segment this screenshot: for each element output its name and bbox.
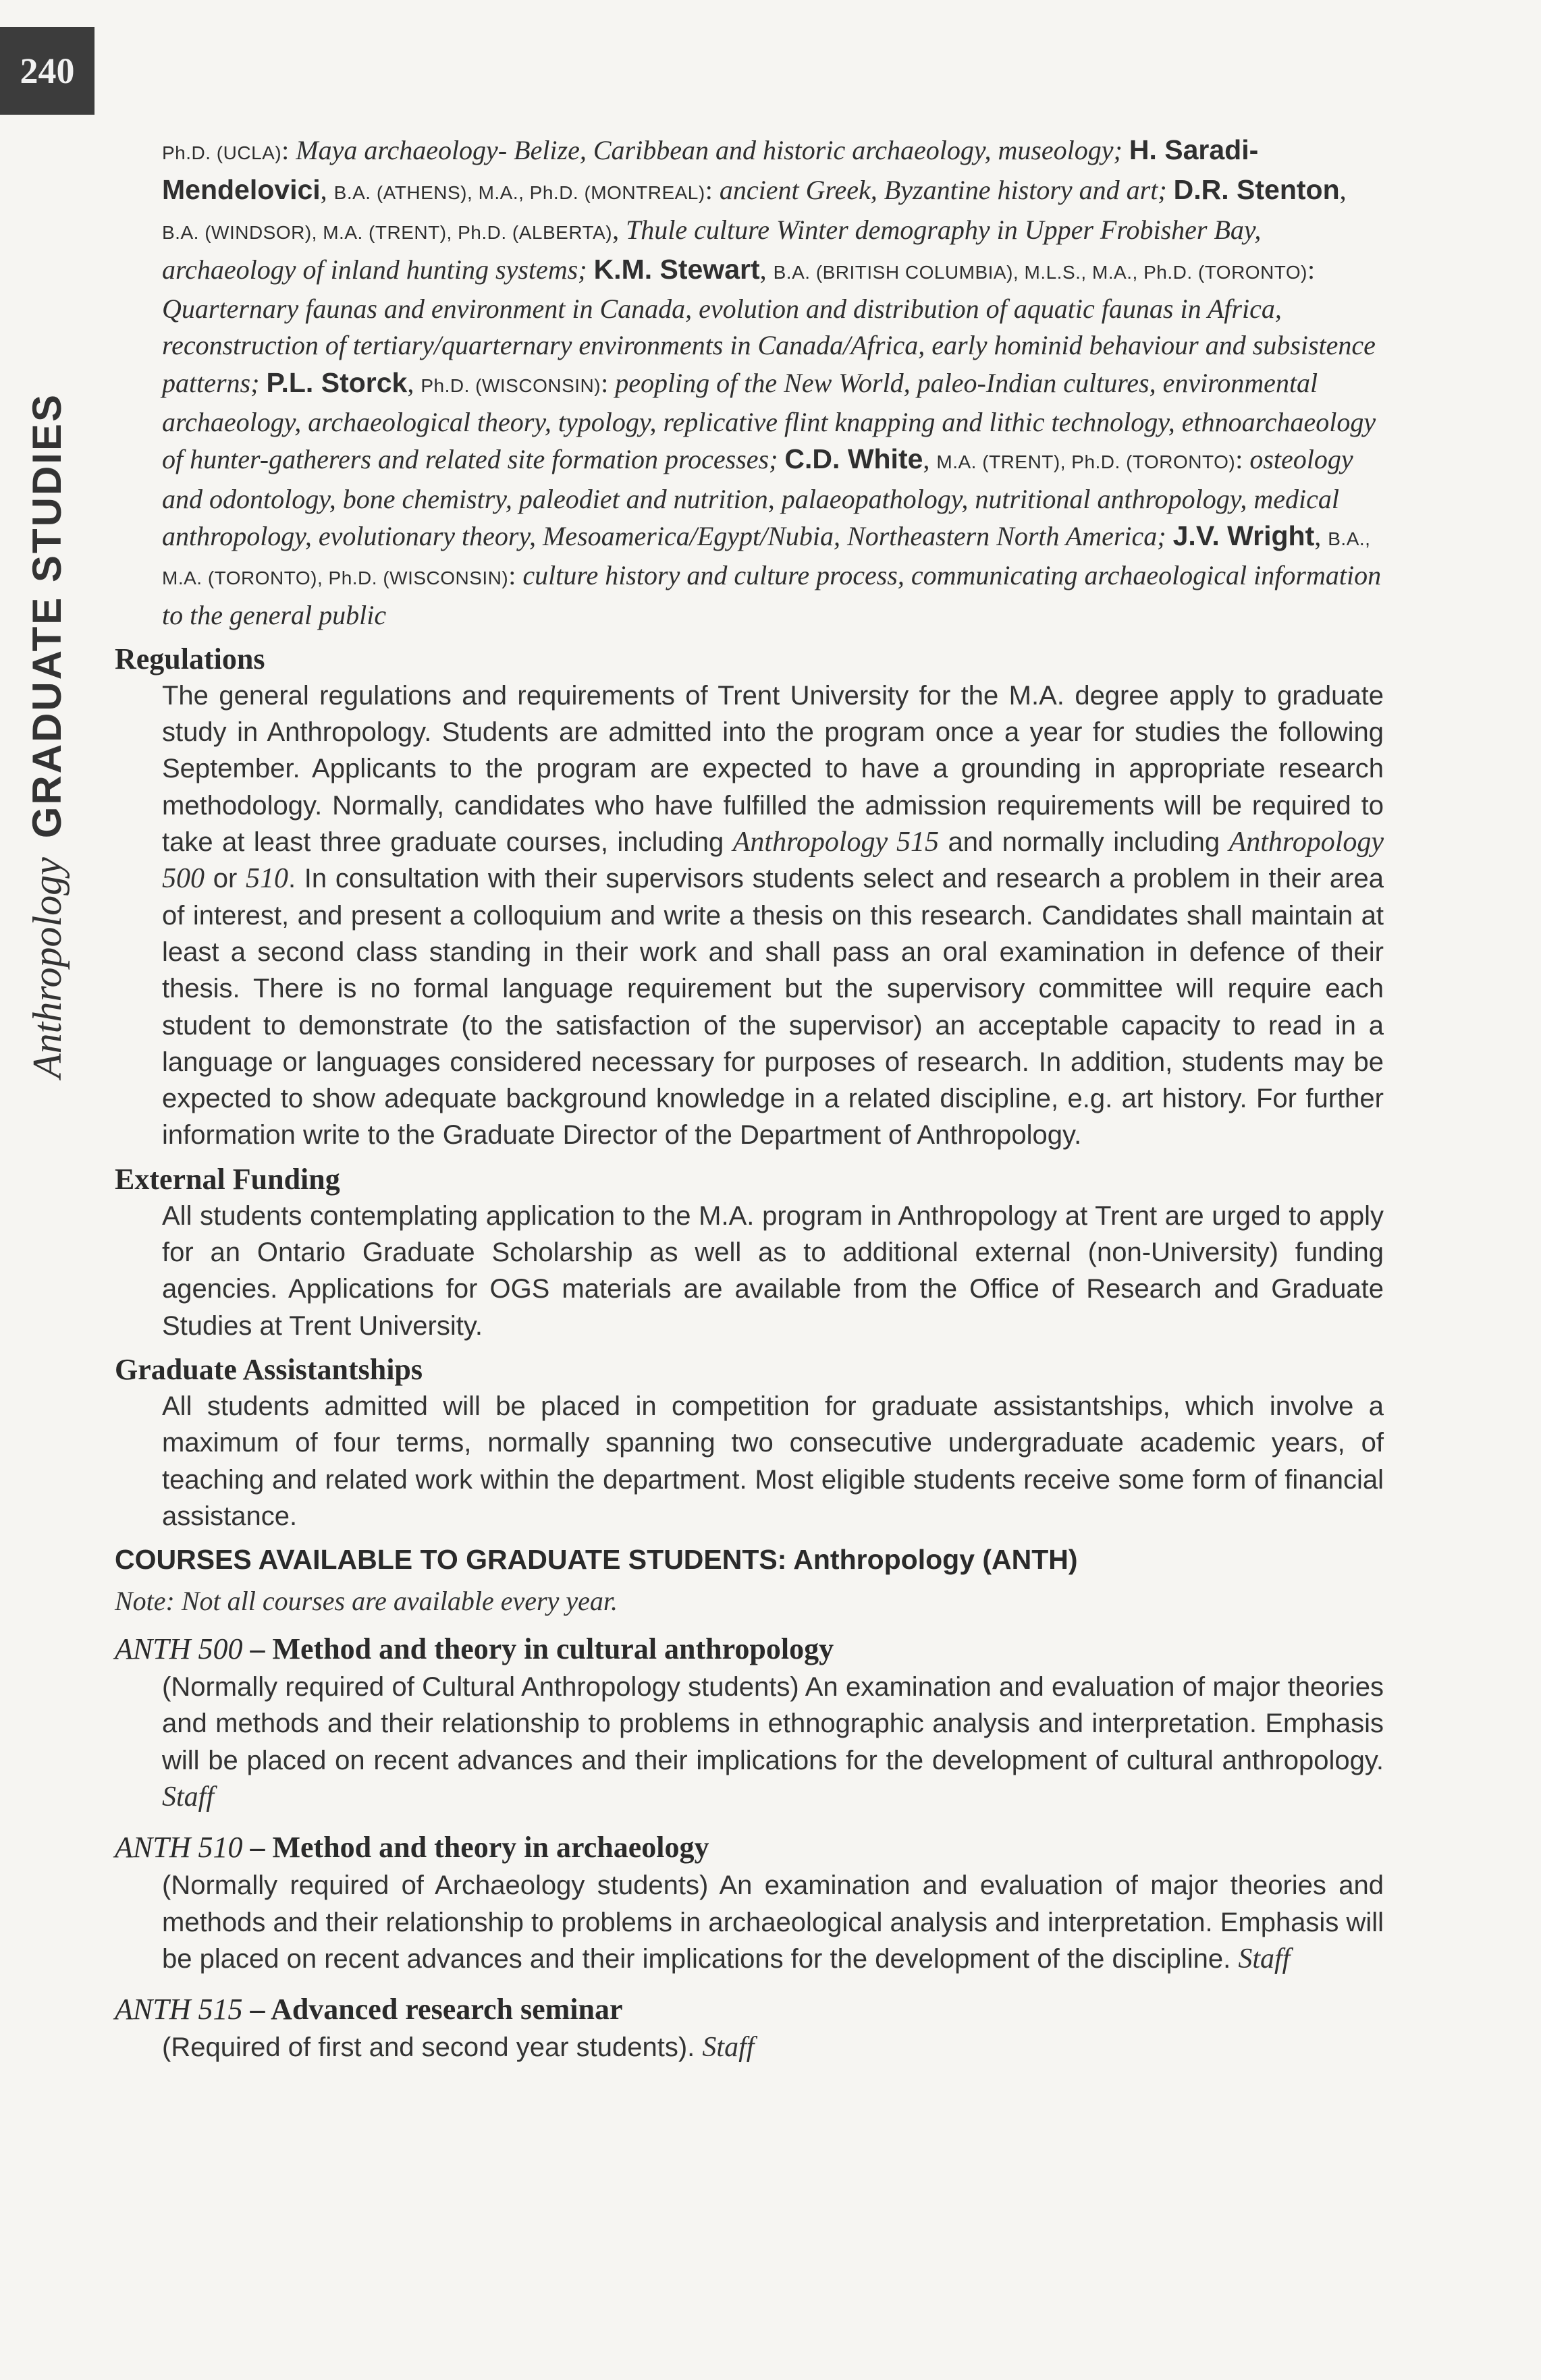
faculty-name: K.M. Stewart	[593, 253, 760, 285]
faculty-credentials: B.A. (ATHENS), M.A., Ph.D. (MONTREAL)	[333, 182, 705, 204]
faculty-credentials: Ph.D. (UCLA)	[162, 142, 282, 163]
faculty-interests: Thule culture Winter demography in Upper Frobisher Bay, archaeology of inland hunting systems;	[162, 214, 1262, 285]
external-funding-heading: External Funding	[115, 1162, 340, 1196]
courses-note: Note: Not all courses are available every year.	[115, 1586, 618, 1617]
regulations-text-part: . In consultation with their supervisors students select and research a problem in their area of interest, and present a colloquium and write a thesis on this research. Candidates shall maintain at least a second class standing in their work and shall pass an oral examination in defence of their thesis. There is no formal language requirement but the supervisory committee will require each student to demonstrate (to the satisfaction of the supervisor) an acceptable capacity to read in a language or languages considered necessary for purposes of research. In addition, students may be expected to show adequate background knowledge in a related discipline, e.g. art history. For further information write to the Graduate Director of the Department of Anthropology.	[162, 864, 1384, 1151]
faculty-list	[162, 132, 1384, 634]
page-number: 240	[0, 27, 94, 115]
course-description-text: (Required of first and second year students).	[162, 2032, 695, 2063]
running-head-department: Anthropology	[25, 857, 70, 1078]
faculty-interests: peopling of the New World, paleo-Indian cultures, environmental archaeology, archaeological theory, typology, replicative flint knapping and lithic technology, ethnoarchaeology of hunter-gatherers and related site formation processes;	[162, 367, 1376, 475]
faculty-credentials: M.A. (TRENT), Ph.D. (TORONTO)	[936, 451, 1236, 473]
faculty-name: J.V. Wright	[1172, 520, 1315, 551]
course-title: ANTH 500 – Method and theory in cultural anthropology	[115, 1632, 834, 1666]
course-code: ANTH 510	[115, 1831, 243, 1864]
faculty-credentials: Ph.D. (WISCONSIN)	[421, 375, 601, 396]
regulations-heading: Regulations	[115, 642, 265, 675]
course-reference: Anthropology 500	[162, 827, 1384, 895]
regulations-text-part: or	[205, 864, 246, 894]
faculty-name: P.L. Storck	[266, 366, 408, 398]
course-name: Advanced research seminar	[271, 1993, 623, 2026]
course-instructor: Staff	[162, 1781, 215, 1812]
course-instructor: Staff	[1238, 1943, 1291, 1974]
faculty-entry: K.M. Stewart, B.A. (BRITISH COLUMBIA), M.L.S., M.A., Ph.D. (TORONTO): Quarternary faunas and environment in Canada, evolution and distribution of aquatic faunas in Africa, reconstruction of tertiary/quarternary environments in Canada/Africa, early hominid behaviour and subsistence patterns;	[162, 253, 1376, 398]
course-title: ANTH 515 – Advanced research seminar	[115, 1993, 623, 2026]
faculty-name: C.D. White	[784, 443, 923, 475]
course-name: Method and theory in cultural anthropology	[272, 1632, 834, 1666]
course-reference: Anthropology 515	[732, 827, 940, 858]
course-name: Method and theory in archaeology	[272, 1831, 709, 1864]
faculty-credentials: B.A. (BRITISH COLUMBIA), M.L.S., M.A., Ph.D. (TORONTO)	[773, 261, 1308, 283]
faculty-interests: culture history and culture process, communicating archaeological information to the general public	[162, 560, 1382, 630]
faculty-name: D.R. Stenton	[1173, 174, 1340, 206]
course-code: ANTH 515	[115, 1993, 243, 2026]
external-funding-text: All students contemplating application to the M.A. program in Anthropology at Trent are urged to apply for an Ontario Graduate Scholarship as well as to additional external (non-University) funding agencies. Applications for OGS materials are available from the Office of Research and Graduate Studies at Trent University.	[162, 1200, 1384, 1341]
faculty-interests: ancient Greek, Byzantine history and art;	[719, 175, 1167, 206]
faculty-interests: osteology and odontology, bone chemistry, paleodiet and nutrition, palaeopathology, nutritional anthropology, medical anthropology, evolutionary theory, Mesoamerica/Egypt/Nubia, Northeastern North America;	[162, 444, 1353, 551]
course-instructor: Staff	[702, 2032, 755, 2064]
faculty-credentials: B.A., M.A. (TORONTO), Ph.D. (WISCONSIN)	[162, 528, 1371, 589]
faculty-entry: C.D. White, M.A. (TRENT), Ph.D. (TORONTO): osteology and odontology, bone chemistry, paleodiet and nutrition, palaeopathology, nutritional anthropology, medical anthropology, evolutionary theory, Mesoamerica/Egypt/Nubia, Northeastern North America;	[162, 443, 1353, 551]
assistantships-text: All students admitted will be placed in competition for graduate assistantships, which involve a maximum of four terms, normally spanning two consecutive undergraduate academic years, of teaching and related work within the department. Most eligible students receive some form of financial assistance.	[162, 1391, 1384, 1531]
course-description-text: (Normally required of Archaeology students) An examination and evaluation of major theories and methods and their relationship to problems in archaeological analysis and interpretation. Emphasis will be placed on recent advances and their implications for the development of the discipline.	[162, 1871, 1384, 1974]
faculty-name: H. Saradi-Mendelovici	[162, 134, 1259, 206]
faculty-interests: Maya archaeology- Belize, Caribbean and historic archaeology, museology;	[296, 135, 1123, 165]
running-head-section: GRADUATE STUDIES	[24, 393, 70, 839]
regulations-text-part: The general regulations and requirements of Trent University for the M.A. degree apply to graduate study in Anthropology. Students are admitted into the program once a year for studies the following September. Applicants to the program are expected to have a grounding in appropriate research methodology. Normally, candidates who have fulfilled the admission requirements will be required to take at least three graduate courses, including	[162, 680, 1384, 858]
faculty-entry: J.V. Wright, B.A., M.A. (TORONTO), Ph.D. (WISCONSIN): culture history and culture process, communicating archaeological information to the general public	[162, 520, 1382, 630]
course-reference: 510	[245, 863, 288, 895]
regulations-text	[162, 677, 1384, 1154]
faculty-entry: Ph.D. (UCLA): Maya archaeology- Belize, Caribbean and historic archaeology, museology;	[162, 135, 1123, 165]
faculty-credentials: B.A. (WINDSOR), M.A. (TRENT), Ph.D. (ALBERTA)	[162, 221, 613, 243]
assistantships-heading: Graduate Assistantships	[115, 1352, 423, 1386]
course-code: ANTH 500	[115, 1632, 243, 1666]
regulations-text-part: and normally including	[939, 827, 1229, 858]
faculty-entry: P.L. Storck, Ph.D. (WISCONSIN): peopling of the New World, paleo-Indian cultures, environmental archaeology, archaeological theory, typology, replicative flint knapping and lithic technology, ethnoarchaeology of hunter-gatherers and related site formation processes;	[162, 366, 1376, 475]
course-title: ANTH 510 – Method and theory in archaeology	[115, 1831, 709, 1864]
page-content	[115, 132, 1384, 2066]
faculty-entry: D.R. Stenton, B.A. (WINDSOR), M.A. (TRENT), Ph.D. (ALBERTA), Thule culture Winter demography in Upper Frobisher Bay, archaeology of inland hunting systems;	[162, 174, 1347, 285]
faculty-interests: Quarternary faunas and environment in Canada, evolution and distribution of aquatic faunas in Africa, reconstruction of tertiary/quarternary environments in Canada/Africa, early hominid behaviour and subsistence patterns;	[162, 294, 1376, 398]
faculty-entry: H. Saradi-Mendelovici, B.A. (ATHENS), M.A., Ph.D. (MONTREAL): ancient Greek, Byzantine history and art;	[162, 134, 1259, 206]
course-description-text: (Normally required of Cultural Anthropology students) An examination and evaluation of major theories and methods and their relationship to problems in ethnographic analysis and interpretation. Emphasis will be placed on recent advances and their implications for the development of cultural anthropology.	[162, 1672, 1384, 1775]
course-description	[162, 2029, 1384, 2066]
courses-heading: COURSES AVAILABLE TO GRADUATE STUDENTS: Anthropology (ANTH)	[115, 1544, 1078, 1576]
course-description	[162, 1669, 1384, 1815]
course-description	[162, 1867, 1384, 1977]
running-head	[24, 393, 71, 1078]
